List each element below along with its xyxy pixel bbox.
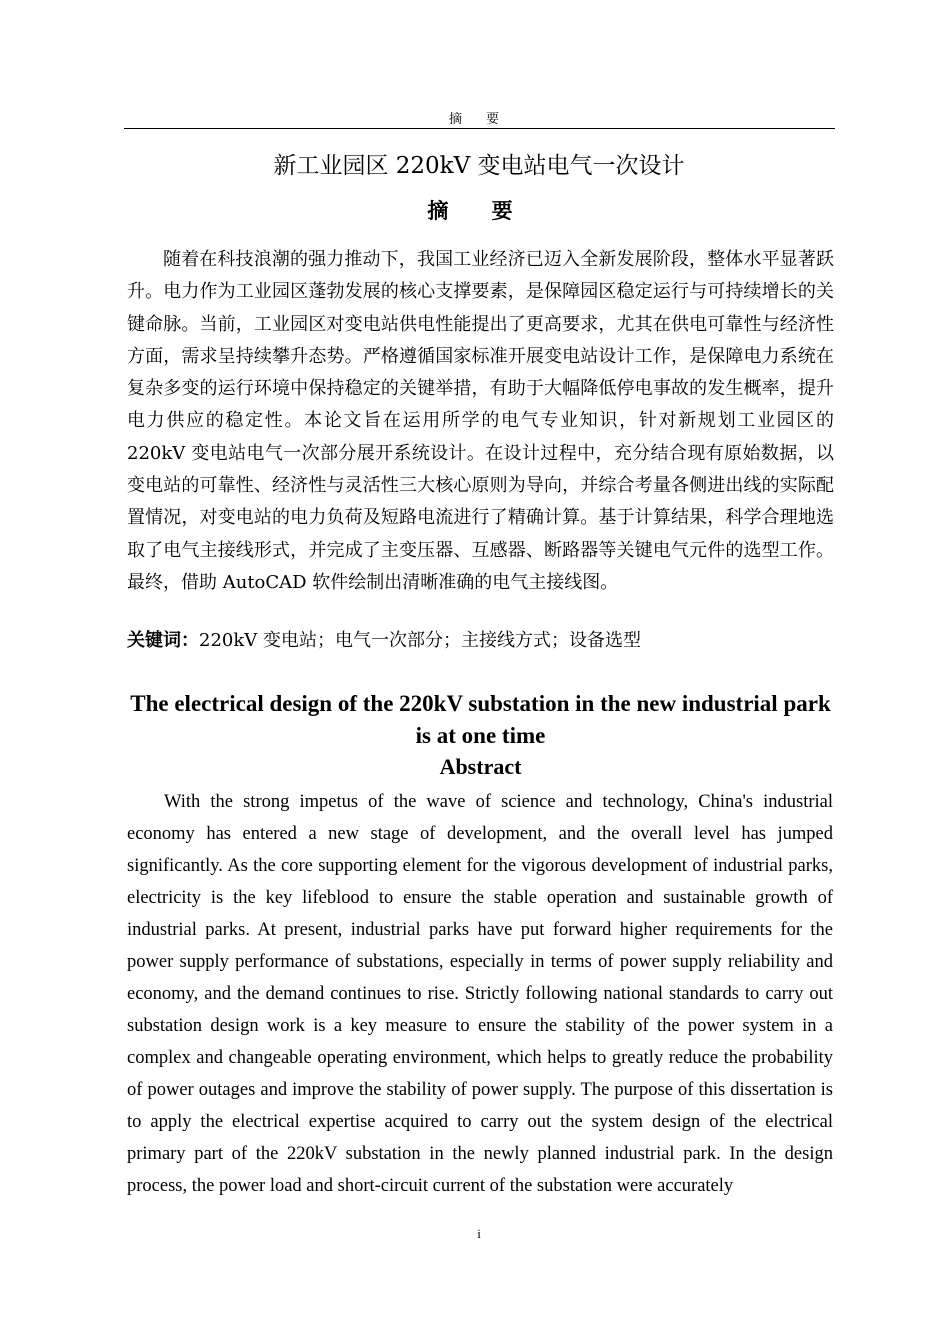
english-title: The electrical design of the 220kV substation in the new industrial park is at one time: [130, 691, 831, 748]
english-abstract-heading: Abstract: [439, 754, 522, 779]
chinese-abstract-heading: 摘 要: [427, 198, 531, 223]
page-number: i: [477, 1226, 481, 1241]
chinese-abstract-body: 随着在科技浪潮的强力推动下，我国工业经济已迈入全新发展阶段，整体水平显著跃升。电力作为工业园区蓬勃发展的核心支撑要素，是保障园区稳定运行与可持续增长的关键命脉。当前，工业园区对变电站供电性能提出了更高要求，尤其在供电可靠性与经济性方面，需求呈持续攀升态势。严格遵循国家标准开展变电站设计工作，是保障电力系统在复杂多变的运行环境中保持稳定的关键举措，有助于大幅降低停电事故的发生概率，提升电力供应的稳定性。本论文旨在运用所学的电气专业知识，针对新规划工业园区的 220kV 变电站电气一次部分展开系统设计。在设计过程中，充分结合现有原始数据，以变电站的可靠性、经济性与灵活性三大核心原则为导向，并综合考量各侧进出线的实际配置情况，对变电站的电力负荷及短路电流进行了精确计算。基于计算结果，科学合理地选取了电气主接线形式，并完成了主变压器、互感器、断路器等关键电气元件的选型工作。最终，借助 AutoCAD 软件绘制出清晰准确的电气主接线图。: [127, 249, 834, 593]
running-header: 摘 要: [448, 112, 510, 127]
header-rule: [124, 128, 835, 129]
keywords-label: 关键词：: [127, 630, 199, 651]
chinese-title: 新工业园区 220kV 变电站电气一次设计: [273, 153, 685, 179]
keywords-text: 220kV 变电站；电气一次部分；主接线方式；设备选型: [199, 630, 641, 651]
english-abstract-body: With the strong impetus of the wave of science and technology, China's industrial economy has entered a new stage of development, and the overall level has jumped significantly. As the core supporting element for the vigorous development of industrial parks, electricity is the key lifeblood to ensure the stable operation and sustainable growth of industrial parks. At present, industrial parks have put forward higher requirements for the power supply performance of substations, especially in terms of power supply reliability and economy, and the demand continues to rise. Strictly following national standards to carry out substation design work is a key measure to ensure the stability of the power system in a complex and changeable operating environment, which helps to greatly reduce the probability of power outages and improve the stability of power supply. The purpose of this dissertation is to apply the electrical expertise acquired to carry out the system design of the electrical primary part of the 220kV substation in the newly planned industrial park. In the design process, the power load and short-circuit current of the substation were accurately: [127, 792, 833, 1196]
keywords-line: [127, 626, 834, 656]
